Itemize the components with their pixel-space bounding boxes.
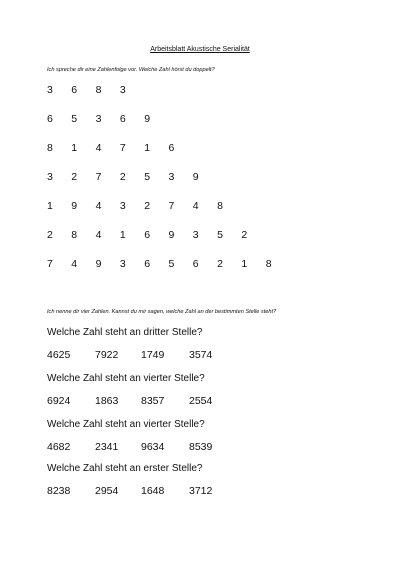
number-choice: 3712 [189, 485, 213, 497]
number-choice: 2954 [95, 485, 119, 497]
number-choice: 1863 [95, 395, 119, 407]
page-title: Arbeitsblatt Akustische Serialität [150, 46, 250, 53]
section2-instruction: Ich nenne dir vier Zahlen. Kannst du mir sagen, welche Zahl an der bestimmten Stelle steht? [47, 309, 277, 315]
sequence-digit: 9 [144, 113, 151, 125]
number-choice: 7922 [95, 349, 119, 361]
sequence-digit: 2 [119, 171, 126, 183]
number-choice: 2554 [189, 395, 213, 407]
sequence-digit: 3 [47, 84, 53, 96]
number-choice: 1749 [141, 349, 165, 361]
sequence-digit: 2 [241, 229, 248, 241]
number-choice: 8238 [47, 485, 71, 497]
sequence-digit: 1 [144, 142, 151, 154]
sequence-digit: 4 [95, 200, 102, 212]
sequence-digit: 6 [71, 84, 78, 96]
number-choices [47, 485, 247, 499]
sequence-digit: 6 [168, 142, 175, 154]
sequence-digit: 9 [95, 258, 102, 270]
sequence-digit: 9 [71, 200, 78, 212]
sequence-digit: 5 [168, 258, 175, 270]
question-text: Welche Zahl steht an dritter Stelle? [47, 327, 203, 338]
sequence-digit: 4 [71, 258, 78, 270]
number-choice: 3574 [189, 349, 213, 361]
number-choice: 8357 [141, 395, 165, 407]
question-text: Welche Zahl steht an erster Stelle? [47, 463, 203, 474]
sequence-digit: 1 [119, 229, 126, 241]
number-sequence-row [47, 113, 367, 127]
sequence-digit: 2 [217, 258, 223, 270]
number-choice: 8539 [189, 441, 213, 453]
section1-instruction: Ich spreche dir eine Zahlenfolge vor. Welche Zahl hörst du doppelt? [47, 67, 215, 73]
number-choice: 6924 [47, 395, 71, 407]
number-choices [47, 441, 247, 455]
sequence-digit: 2 [47, 229, 53, 241]
sequence-digit: 6 [144, 258, 151, 270]
number-choice: 9634 [141, 441, 165, 453]
sequence-digit: 3 [47, 171, 53, 183]
sequence-digit: 8 [47, 142, 53, 154]
sequence-digit: 1 [71, 142, 78, 154]
sequence-digit: 6 [119, 113, 126, 125]
sequence-digit: 7 [119, 142, 126, 154]
sequence-digit: 8 [265, 258, 272, 270]
number-choice: 4625 [47, 349, 71, 361]
sequence-digit: 2 [144, 200, 151, 212]
number-choices [47, 395, 247, 409]
number-choice: 2341 [95, 441, 119, 453]
number-choices [47, 349, 247, 363]
sequence-digit: 8 [71, 229, 78, 241]
sequence-digit: 3 [119, 258, 126, 270]
sequence-digit: 2 [71, 171, 78, 183]
sequence-digit: 5 [71, 113, 78, 125]
sequence-digit: 6 [192, 258, 199, 270]
number-sequence-row [47, 258, 367, 272]
sequence-digit: 1 [241, 258, 248, 270]
question-text: Welche Zahl steht an vierter Stelle? [47, 373, 205, 384]
sequence-digit: 3 [95, 113, 102, 125]
sequence-digit: 3 [168, 171, 175, 183]
sequence-digit: 4 [192, 200, 199, 212]
number-choice: 1648 [141, 485, 165, 497]
sequence-digit: 8 [217, 200, 223, 212]
sequence-digit: 4 [95, 229, 102, 241]
number-sequence-row [47, 229, 367, 243]
sequence-digit: 3 [192, 229, 199, 241]
question-text: Welche Zahl steht an vierter Stelle? [47, 419, 205, 430]
number-sequence-row [47, 84, 367, 98]
number-sequence-row [47, 200, 367, 214]
sequence-digit: 5 [217, 229, 223, 241]
sequence-digit: 9 [192, 171, 199, 183]
sequence-digit: 9 [168, 229, 175, 241]
sequence-digit: 4 [95, 142, 102, 154]
number-sequence-row [47, 142, 367, 156]
number-sequence-row [47, 171, 367, 185]
sequence-digit: 3 [119, 84, 126, 96]
sequence-digit: 7 [168, 200, 175, 212]
sequence-digit: 5 [144, 171, 151, 183]
sequence-digit: 8 [95, 84, 102, 96]
sequence-digit: 6 [144, 229, 151, 241]
sequence-digit: 6 [47, 113, 53, 125]
sequence-digit: 7 [95, 171, 102, 183]
sequence-digit: 7 [47, 258, 53, 270]
sequence-digit: 1 [47, 200, 53, 212]
number-choice: 4682 [47, 441, 71, 453]
sequence-digit: 3 [119, 200, 126, 212]
